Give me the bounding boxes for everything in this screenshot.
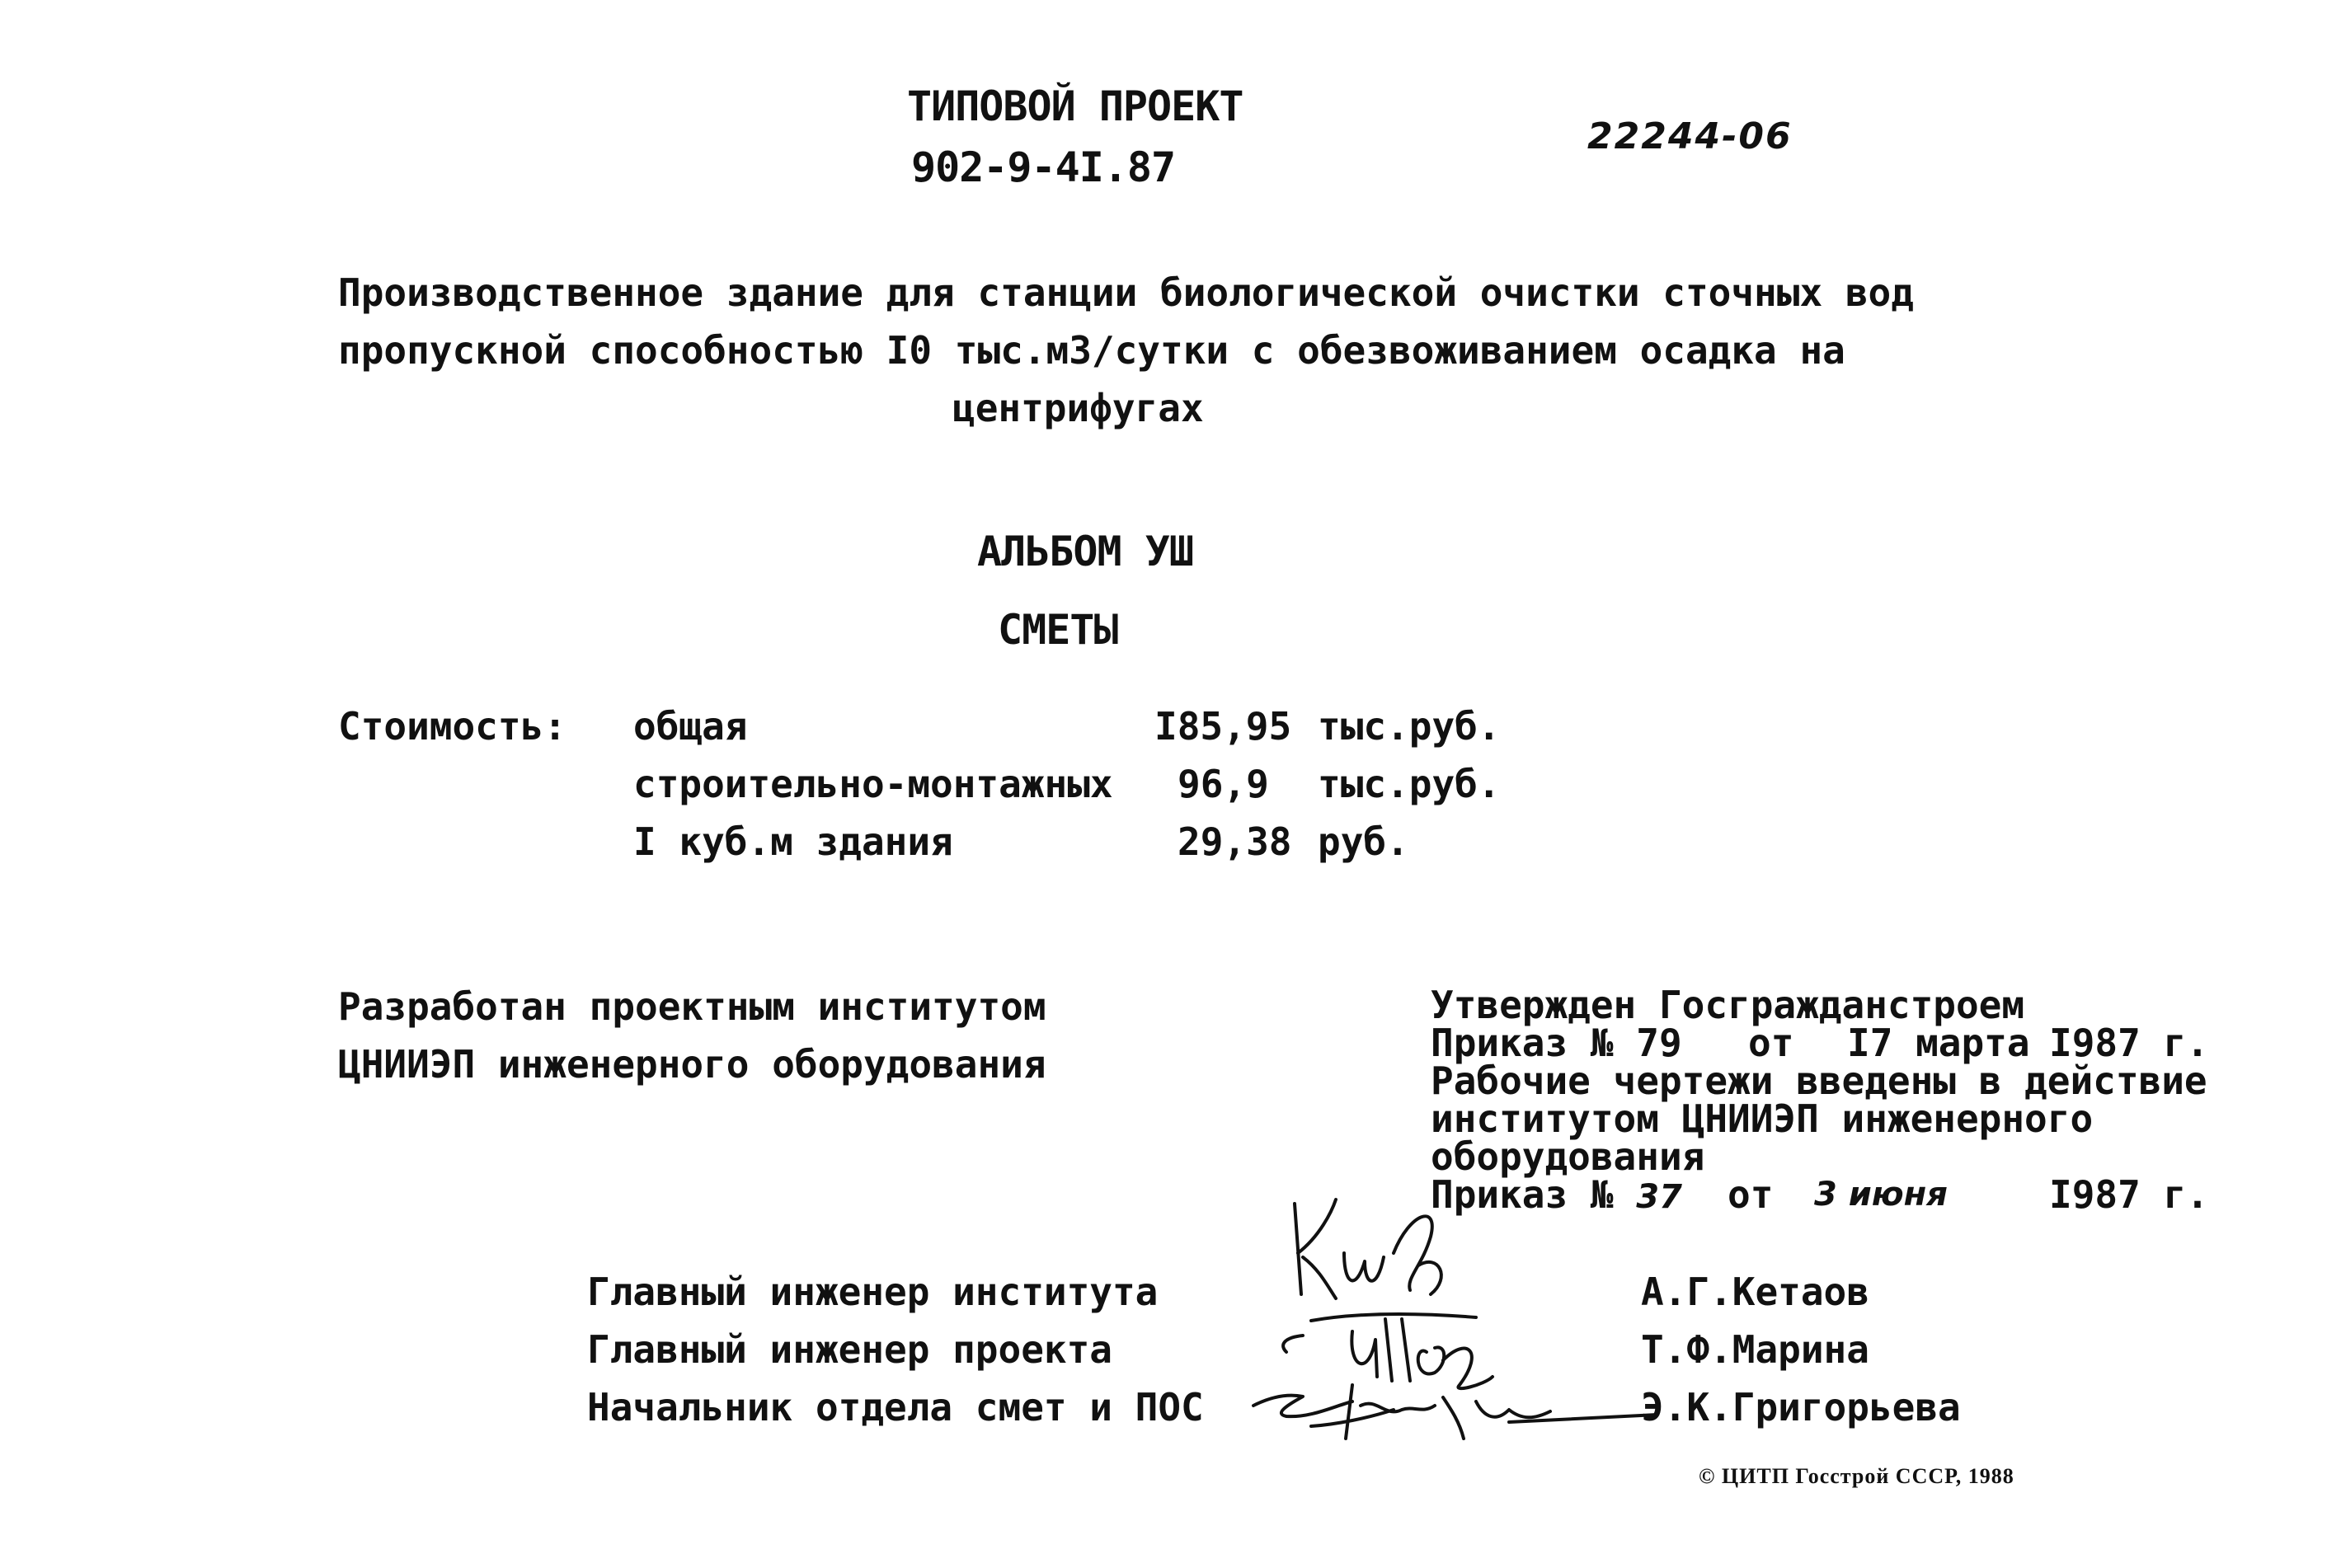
approval-line-4: институтом ЦНИИЭП инженерного	[1431, 1096, 2094, 1141]
cost-row-unit: руб.	[1318, 819, 1409, 864]
approval-line-1: Утвержден Госгражданстроем	[1431, 983, 2025, 1027]
signatory-name: Т.Ф.Марина	[1641, 1327, 1869, 1372]
cost-row-name: строительно-монтажных	[633, 762, 1113, 806]
signature-chief-engineer-institute	[1286, 1187, 1493, 1311]
approval-order-1	[1431, 1021, 1682, 1065]
archive-number: 22244-06	[1587, 115, 1793, 157]
signature-head-of-estimates	[1237, 1360, 1666, 1451]
cost-row-unit: тыс.руб.	[1318, 704, 1501, 749]
signatory-position: Главный инженер проекта	[587, 1327, 1112, 1372]
project-type: ТИПОВОЙ ПРОЕКТ	[907, 82, 1243, 130]
approval-order-date: I7 марта	[1847, 1021, 2030, 1065]
copyright-notice: © ЦИТП Госстрой СССР, 1988	[1699, 1464, 2014, 1488]
cost-row-value: 29,38	[1178, 819, 1292, 864]
approval-order-prefix: Приказ №	[1431, 1021, 1614, 1065]
signatory-position: Главный инженер института	[587, 1270, 1159, 1314]
developer-line-2: ЦНИИЭП инженерного оборудования	[338, 1042, 1046, 1087]
approval-order-from: от	[1728, 1172, 1774, 1217]
approval-order-date: 3 июня	[1814, 1176, 1948, 1214]
description-line-3: центрифугах	[952, 386, 1204, 430]
approval-order-prefix: Приказ №	[1431, 1172, 1614, 1217]
signatory-name: Э.К.Григорьева	[1641, 1385, 1961, 1430]
approval-order-year: I987 г.	[2049, 1021, 2209, 1065]
cost-label: Стоимость:	[338, 704, 566, 749]
approval-line-5: оборудования	[1431, 1134, 1705, 1179]
approval-order-from: от	[1748, 1021, 1794, 1065]
description-line-1: Производственное здание для станции биологической очистки сточных вод	[338, 270, 1914, 315]
cost-row-name: I куб.м здания	[633, 819, 953, 864]
cost-row-value: I85,95	[1154, 704, 1292, 749]
album-subtitle: СМЕТЫ	[998, 606, 1118, 654]
cost-row-value: 96,9	[1178, 762, 1269, 806]
album-title: АЛЬБОМ УШ	[977, 528, 1193, 575]
approval-order-number: 79	[1636, 1021, 1682, 1065]
cost-row-unit: тыс.руб.	[1318, 762, 1501, 806]
description-line-2: пропускной способностью I0 тыс.м3/сутки с обезвоживанием осадка на	[338, 328, 1845, 373]
approval-order-number: 37	[1636, 1178, 1682, 1216]
approval-order-year: I987 г.	[2049, 1172, 2209, 1217]
project-number: 902-9-4I.87	[911, 143, 1176, 191]
developer-line-1: Разработан проектным институтом	[338, 984, 1046, 1029]
approval-line-3: Рабочие чертежи введены в действие	[1431, 1059, 2207, 1103]
signatory-position: Начальник отдела смет и ПОС	[587, 1385, 1204, 1430]
cost-row-name: общая	[633, 704, 748, 749]
signatory-name: А.Г.Кетаов	[1641, 1270, 1869, 1314]
